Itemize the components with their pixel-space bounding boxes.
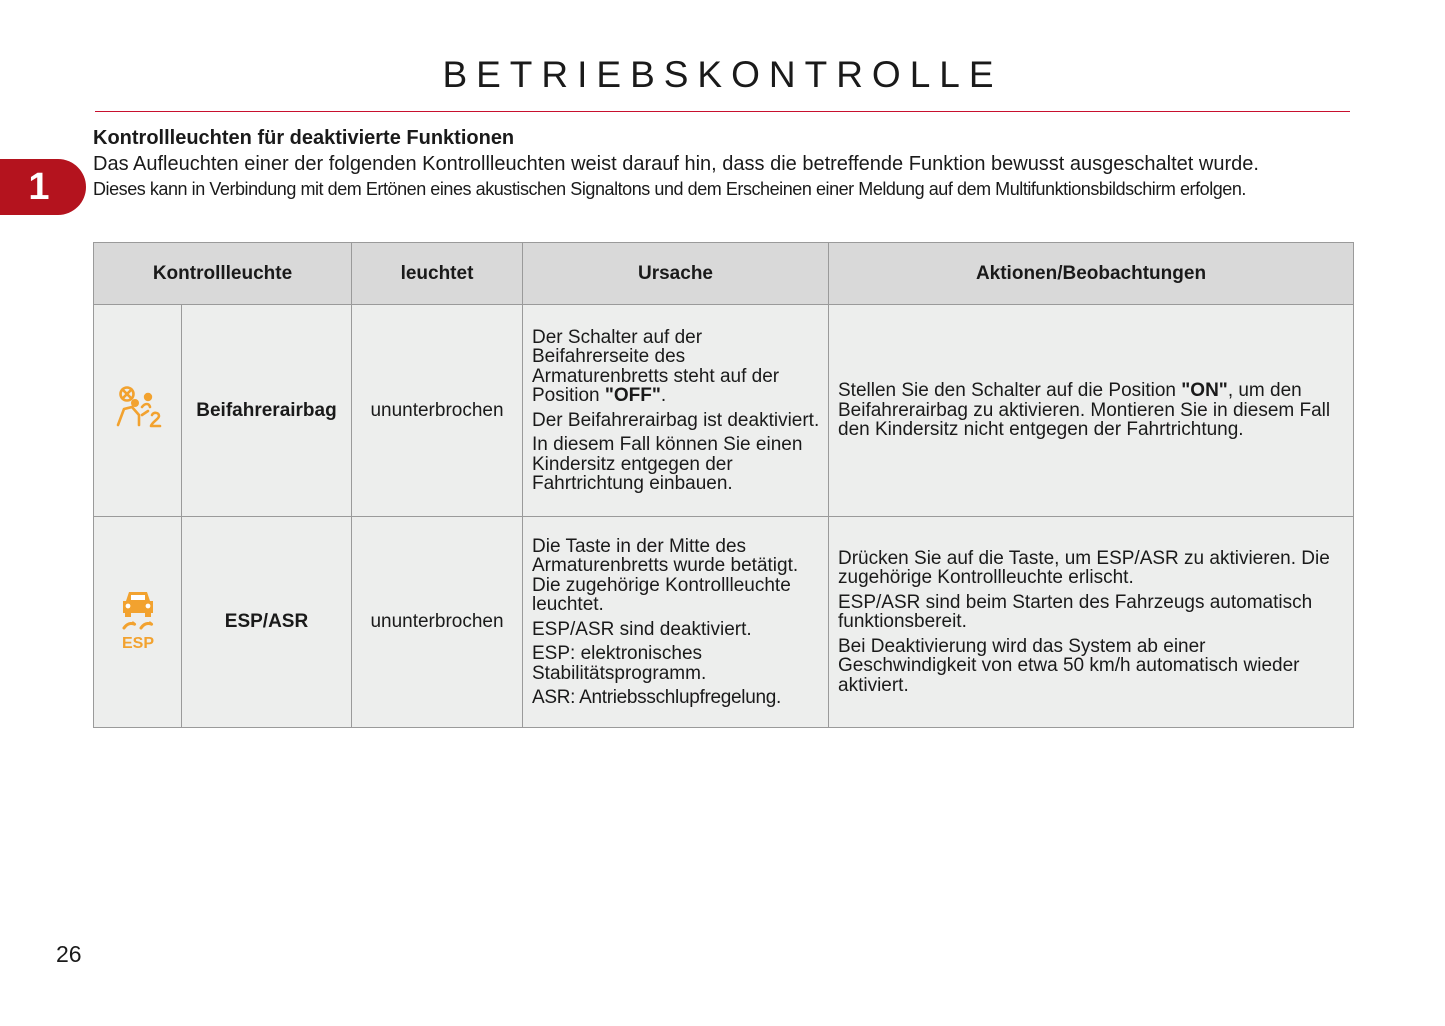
title-divider	[95, 111, 1350, 112]
intro-text-1: Das Aufleuchten einer der folgenden Kontrollleuchten weist darauf hin, dass die betreffende Funktion bewusst ausgeschaltet wurde.	[93, 153, 1259, 175]
light-state: ununterbrochen	[352, 517, 523, 728]
esp-off-icon	[116, 588, 160, 650]
light-state: ununterbrochen	[352, 305, 523, 517]
table-header-row	[94, 243, 1354, 305]
table-row	[94, 517, 1354, 728]
column-header-actions: Aktionen/Beobachtungen	[829, 243, 1354, 305]
column-header-cause: Ursache	[523, 243, 829, 305]
action-paragraph: Stellen Sie den Schalter auf die Position "ON", um den Beifahrerairbag zu aktivieren. Montieren Sie in diesem Fall den Kindersitz nicht entgegen der Fahrtrichtung.	[838, 380, 1331, 441]
icon-cell	[94, 517, 182, 728]
action-paragraph: Bei Deaktivierung wird das System ab einer Geschwindigkeit von etwa 50 km/h automatisch wieder aktiviert.	[838, 635, 1300, 696]
action-paragraph: Drücken Sie auf die Taste, um ESP/ASR zu aktivieren. Die zugehörige Kontrollleuchte erlischt.	[838, 547, 1330, 589]
cause-paragraph: Der Beifahrerairbag ist deaktiviert.	[532, 409, 820, 431]
table-row	[94, 305, 1354, 517]
page-title: BETRIEBSKONTROLLE	[442, 54, 1003, 95]
light-name: Beifahrerairbag	[182, 305, 352, 517]
cause-paragraph: Der Schalter auf der Beifahrerseite des Armaturenbretts steht auf der Position "OFF".	[532, 326, 780, 406]
action-cell	[829, 305, 1354, 517]
light-name: ESP/ASR	[182, 517, 352, 728]
page-number: 26	[56, 941, 82, 967]
cause-paragraph: ASR: Antriebsschlupfregelung.	[532, 687, 782, 708]
cause-cell	[523, 305, 829, 517]
intro-text-2: Dieses kann in Verbindung mit dem Ertönen eines akustischen Signaltons und dem Erscheinen einer Meldung auf dem Multifunktionsbildschirm erfolgen.	[93, 179, 1246, 199]
cause-paragraph: ESP/ASR sind deaktiviert.	[532, 618, 752, 640]
warning-lights-table	[93, 242, 1354, 728]
cause-paragraph: In diesem Fall können Sie einen Kindersitz entgegen der Fahrtrichtung einbauen.	[532, 434, 803, 494]
section-heading: Kontrollleuchten für deaktivierte Funktionen	[93, 127, 515, 149]
action-cell	[829, 517, 1354, 728]
cause-paragraph: ESP: elektronisches Stabilitätsprogramm.	[532, 643, 707, 684]
column-header-warning-light: Kontrollleuchte	[94, 243, 352, 305]
passenger-airbag-off-icon	[112, 385, 164, 431]
cause-paragraph: Die Taste in der Mitte des Armaturenbretts wurde betätigt. Die zugehörige Kontrollleuchte leuchtet.	[532, 535, 799, 615]
chapter-tab[interactable]: 1	[0, 159, 86, 215]
cause-cell	[523, 517, 829, 728]
action-paragraph: ESP/ASR sind beim Starten des Fahrzeugs automatisch funktionsbereit.	[838, 591, 1313, 633]
svg-text:ESP: ESP	[121, 635, 154, 650]
column-header-lights: leuchtet	[352, 243, 523, 305]
icon-cell	[94, 305, 182, 517]
